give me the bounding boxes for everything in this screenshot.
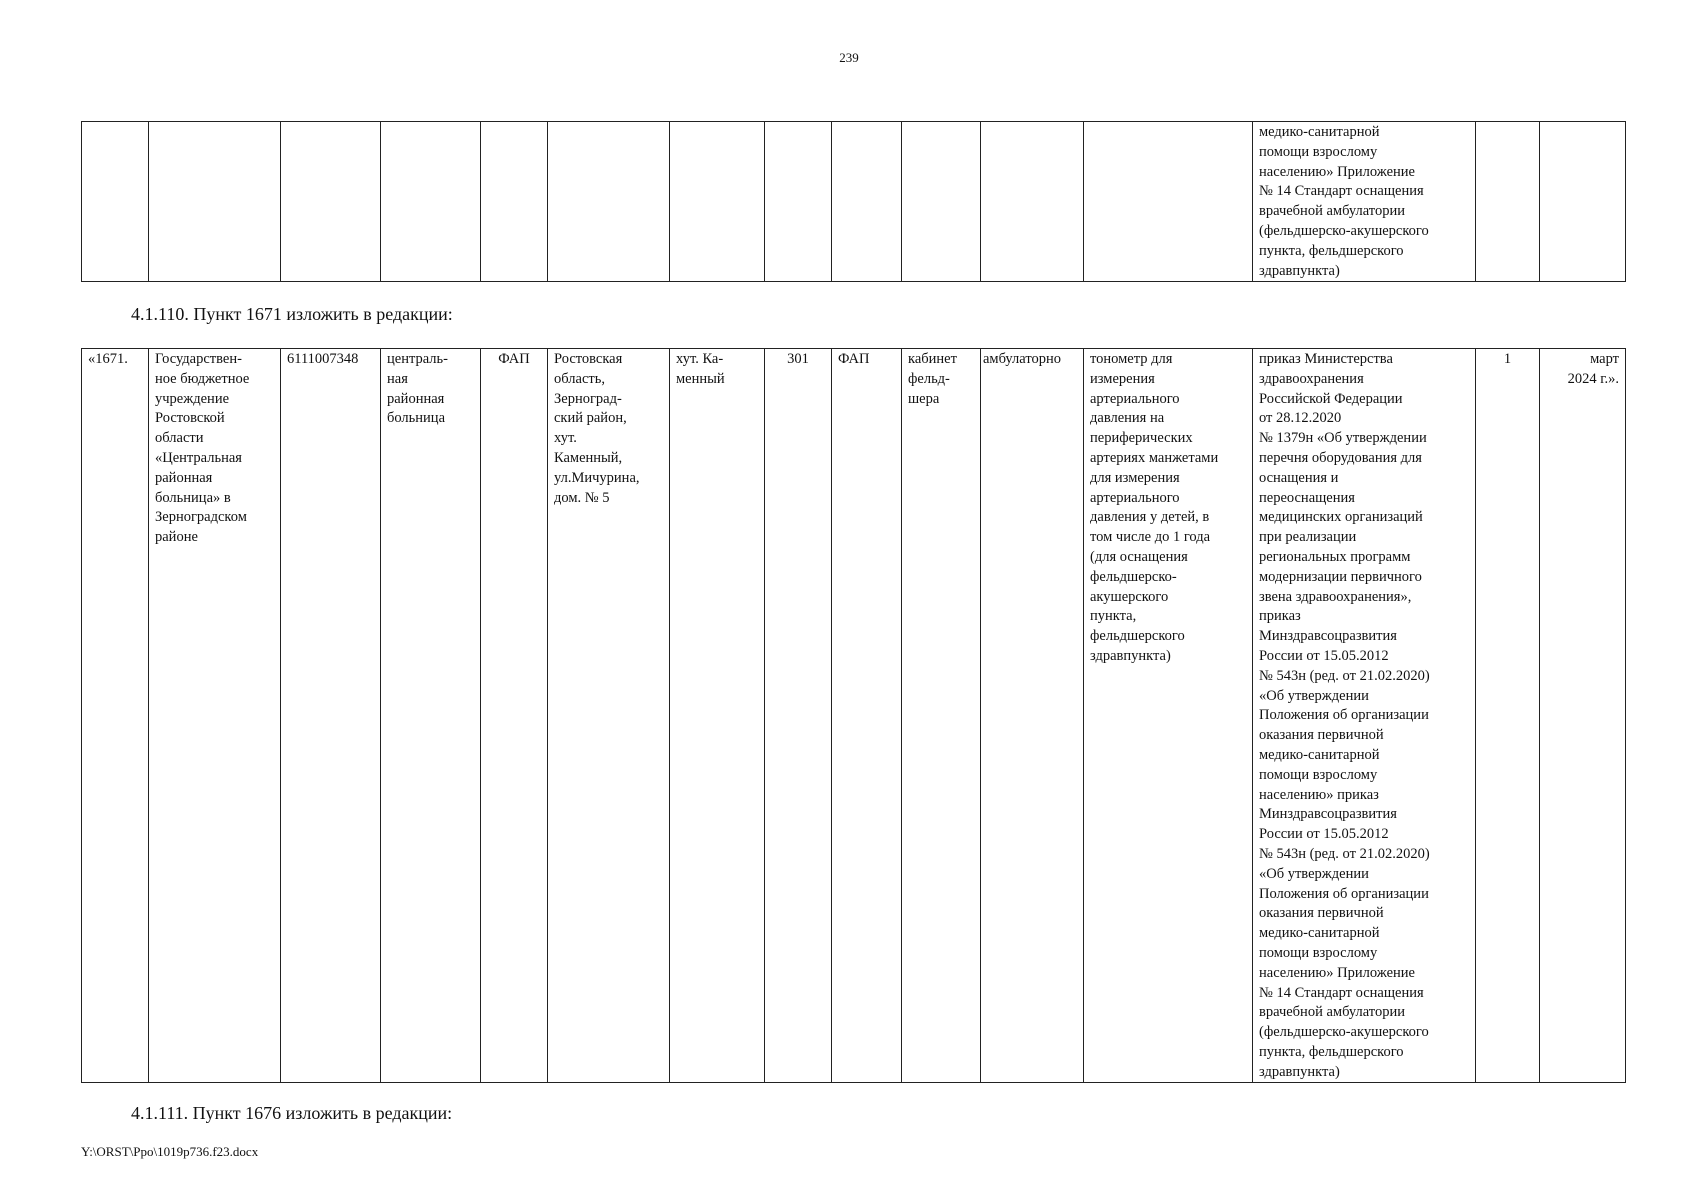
locality: хут. Ка- менный (670, 349, 765, 1083)
room: кабинет фельд- шера (902, 349, 981, 1083)
continuation-table (81, 121, 1626, 282)
table-cell (981, 122, 1084, 282)
organization-type: централь- ная районная больница (381, 349, 481, 1083)
table-cell (832, 122, 902, 282)
table-cell (670, 122, 765, 282)
item-1671-table (81, 348, 1626, 1083)
subdivision: ФАП (481, 349, 548, 1083)
table-row (82, 122, 1626, 282)
table-cell (765, 122, 832, 282)
inn: 6111007348 (281, 349, 381, 1083)
organization-name: Государствен- ное бюджетное учреждение Ростовской области «Центральная районная больница» в Зерноградском районе (149, 349, 281, 1083)
table-cell (481, 122, 548, 282)
table-cell (149, 122, 281, 282)
legal-basis-continued: медико-санитарной помощи взрослому населению» Приложение № 14 Стандарт оснащения врачебной амбулатории (фельдшерско-акушерского пункта, фельдшерского здравпункта) (1253, 122, 1476, 282)
table-cell (902, 122, 981, 282)
table-cell (1476, 122, 1540, 282)
item-number: «1671. (82, 349, 149, 1083)
care-type: амбулаторно (981, 349, 1084, 1083)
table-cell (1540, 122, 1626, 282)
table-cell (82, 122, 149, 282)
unit: ФАП (832, 349, 902, 1083)
legal-basis: приказ Министерства здравоохранения Российской Федерации от 28.12.2020 № 1379н «Об утверждении перечня оборудования для оснащения и переоснащения медицинских организаций при реализации региональных программ модернизации первичного звена здравоохранения», приказ Минздравсоцразвития России от 15.05.2012 № 543н (ред. от 21.02.2020) «Об утверждении Положения об организации оказания первичной медико-санитарной помощи взрослому населению» приказ Минздравсоцразвития России от 15.05.2012 № 543н (ред. от 21.02.2020) «Об утверждении Положения об организации оказания первичной медико-санитарной помощи взрослому населению» Приложение № 14 Стандарт оснащения врачебной амбулатории (фельдшерско-акушерского пункта, фельдшерского здравпункта) (1253, 349, 1476, 1083)
section-heading-4-1-111: 4.1.111. Пункт 1676 изложить в редакции: (131, 1103, 453, 1123)
table-row (82, 349, 1626, 1083)
table-cell (281, 122, 381, 282)
section-heading-4-1-110: 4.1.110. Пункт 1671 изложить в редакции: (131, 304, 453, 324)
table-cell (548, 122, 670, 282)
quantity: 1 (1476, 349, 1540, 1083)
equipment: тонометр для измерения артериального давления на периферических артериях манжетами для измерения артериального давления у детей, в том числе до 1 года (для оснащения фельдшерско- акушерского пункта, фельдшерского здравпункта) (1084, 349, 1253, 1083)
deadline: март 2024 г.». (1540, 349, 1626, 1083)
table-cell (1084, 122, 1253, 282)
table-cell (381, 122, 481, 282)
page-number: 239 (839, 50, 859, 65)
code: 301 (765, 349, 832, 1083)
footer-file-path: Y:\ORST\Ppo\1019p736.f23.docx (81, 1144, 259, 1159)
address: Ростовская область, Зерноград- ский район, хут. Каменный, ул.Мичурина, дом. № 5 (548, 349, 670, 1083)
